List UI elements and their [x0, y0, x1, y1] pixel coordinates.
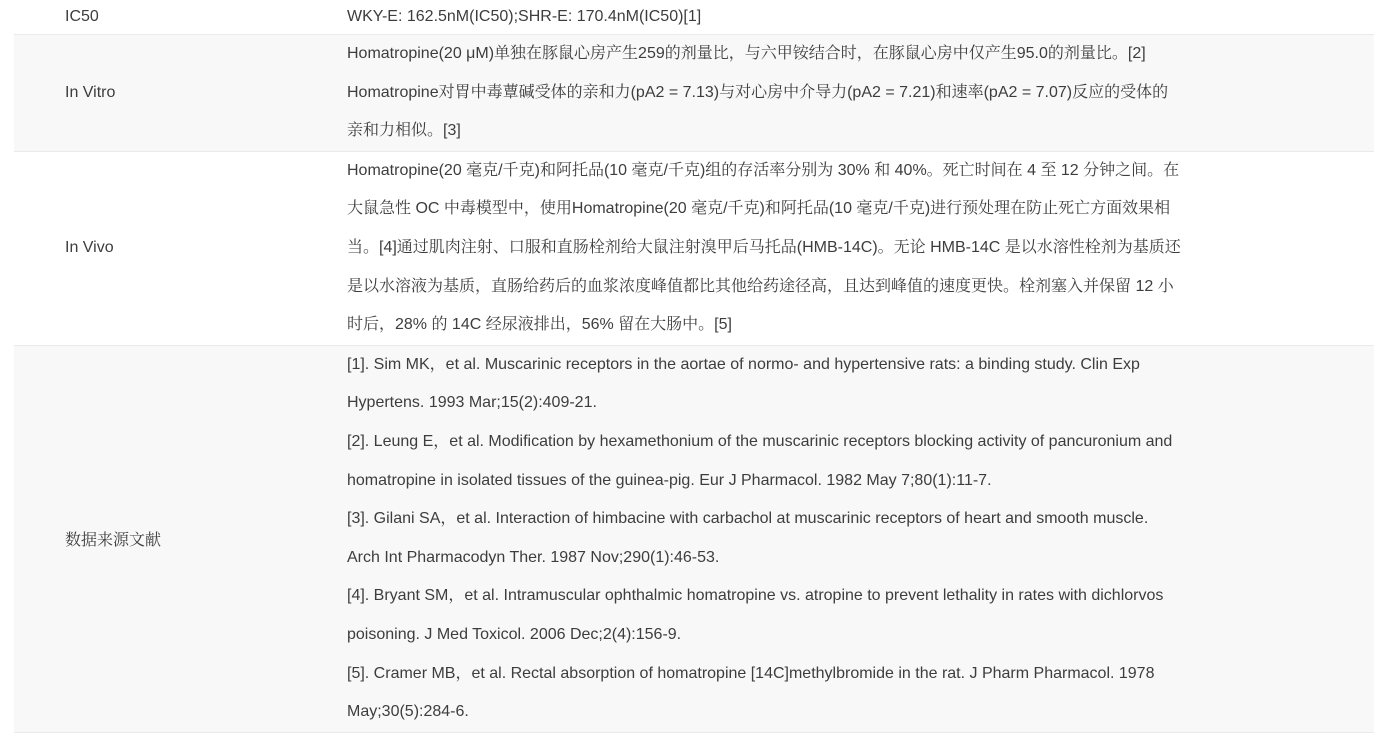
text-line: WKY-E: 162.5nM(IC50);SHR-E: 170.4nM(IC50)[1] — [347, 8, 702, 25]
properties-table — [14, 0, 1374, 733]
row-label-ic50: IC50 — [65, 8, 99, 25]
text-line: 大鼠急性 OC 中毒模型中，使用Homatropine(20 毫克/千克)和阿托品(10 毫克/千克)进行预处理在防止死亡方面效果相 — [347, 200, 1171, 218]
table-row-in-vivo — [14, 152, 1374, 346]
row-value-ic50 — [347, 0, 1374, 34]
table-row-references — [14, 346, 1374, 733]
text-line: May;30(5):284-6. — [347, 703, 469, 721]
text-line: [5]. Cramer MB，et al. Rectal absorption of homatropine [14C]methylbromide in the rat. J Pharm Pharmacol. 1978 — [347, 664, 1155, 682]
text-line: [4]. Bryant SM，et al. Intramuscular ophthalmic homatropine vs. atropine to prevent lethality in rates with dichlorvos — [347, 587, 1164, 605]
text-line: Arch Int Pharmacodyn Ther. 1987 Nov;290(1):46-53. — [347, 548, 720, 566]
text-line: Homatropine对胃中毒蕈碱受体的亲和力(pA2 = 7.13)与对心房中介导力(pA2 = 7.21)和速率(pA2 = 7.07)反应的受体的 — [347, 83, 1169, 101]
row-label-in-vivo: In Vivo — [65, 239, 114, 257]
row-value-references — [347, 346, 1374, 732]
text-line: [3]. Gilani SA，et al. Interaction of himbacine with carbachol at muscarinic receptors of heart and smooth muscle. — [347, 510, 1149, 528]
table-row-in-vitro — [14, 35, 1374, 152]
text-line: Homatropine(20 毫克/千克)和阿托品(10 毫克/千克)组的存活率分别为 30% 和 40%。死亡时间在 4 至 12 分钟之间。在 — [347, 161, 1180, 179]
text-line: poisoning. J Med Toxicol. 2006 Dec;2(4):156-9. — [347, 625, 682, 643]
text-line: 时后，28% 的 14C 经尿液排出，56% 留在大肠中。[5] — [347, 316, 732, 334]
text-line: 当。[4]通过肌肉注射、口服和直肠栓剂给大鼠注射溴甲后马托品(HMB-14C)。无论 HMB-14C 是以水溶性栓剂为基质还 — [347, 238, 1181, 256]
row-value-in-vitro — [347, 35, 1374, 151]
text-line: homatropine in isolated tissues of the guinea-pig. Eur J Pharmacol. 1982 May 7;80(1):11-7. — [347, 471, 992, 489]
text-line: Homatropine(20 μM)单独在豚鼠心房产生259的剂量比，与六甲铵结合时，在豚鼠心房中仅产生95.0的剂量比。[2] — [347, 45, 1146, 62]
table-row-ic50 — [14, 0, 1374, 35]
row-label-references: 数据来源文献 — [65, 532, 162, 550]
row-label-in-vitro: In Vitro — [65, 83, 116, 101]
text-line: 亲和力相似。[3] — [347, 122, 461, 140]
text-line: [1]. Sim MK，et al. Muscarinic receptors in the aortae of normo- and hypertensive rats: a binding study. Clin Exp — [347, 355, 1140, 373]
row-value-in-vivo — [347, 152, 1374, 345]
text-line: [2]. Leung E，et al. Modification by hexamethonium of the muscarinic receptors blocking activity of pancuronium and — [347, 432, 1173, 450]
text-line: Hypertens. 1993 Mar;15(2):409-21. — [347, 394, 597, 412]
text-line: 是以水溶液为基质，直肠给药后的血浆浓度峰值都比其他给药途径高，且达到峰值的速度更快。栓剂塞入并保留 12 小 — [347, 277, 1174, 295]
